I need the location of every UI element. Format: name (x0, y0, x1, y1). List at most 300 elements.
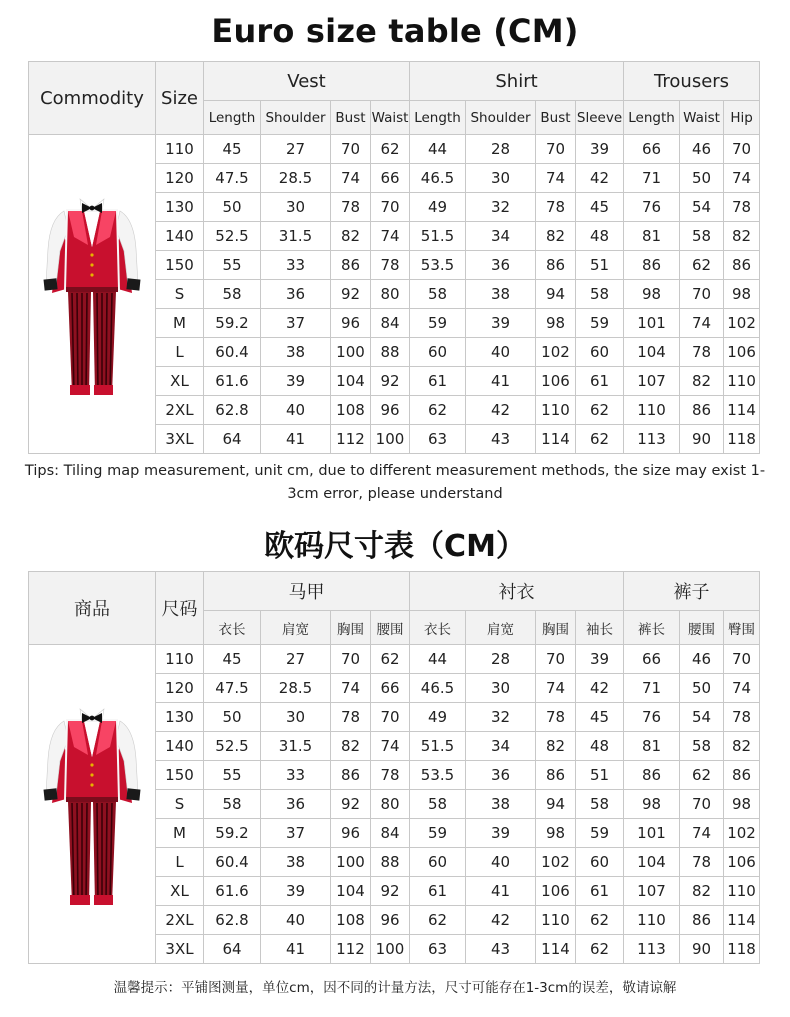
measure-header: Length (624, 101, 680, 135)
value-cell: 113 (624, 425, 680, 454)
value-cell: 39 (576, 645, 624, 674)
measure-header: Waist (680, 101, 724, 135)
value-cell: 51 (576, 251, 624, 280)
value-cell: 74 (536, 164, 576, 193)
value-cell: 45 (576, 703, 624, 732)
size-cell: 140 (156, 732, 204, 761)
value-cell: 86 (724, 251, 760, 280)
value-cell: 78 (536, 193, 576, 222)
value-cell: 82 (331, 222, 371, 251)
measure-header: Length (204, 101, 261, 135)
value-cell: 54 (680, 193, 724, 222)
size-table-en (28, 61, 760, 454)
value-cell: 30 (261, 703, 331, 732)
value-cell: 39 (576, 135, 624, 164)
value-cell: 54 (680, 703, 724, 732)
value-cell: 74 (536, 674, 576, 703)
value-cell: 42 (466, 906, 536, 935)
measure-header: 衣长 (410, 611, 466, 645)
value-cell: 38 (261, 338, 331, 367)
value-cell: 60.4 (204, 848, 261, 877)
value-cell: 41 (466, 367, 536, 396)
value-cell: 45 (576, 193, 624, 222)
size-cell: S (156, 790, 204, 819)
value-cell: 81 (624, 222, 680, 251)
measure-header: 衣长 (204, 611, 261, 645)
size-cell: XL (156, 877, 204, 906)
size-cell: 130 (156, 703, 204, 732)
value-cell: 70 (536, 135, 576, 164)
value-cell: 27 (261, 135, 331, 164)
size-cell: 3XL (156, 935, 204, 964)
value-cell: 28.5 (261, 164, 331, 193)
value-cell: 74 (331, 674, 371, 703)
value-cell: 82 (680, 367, 724, 396)
value-cell: 78 (680, 338, 724, 367)
value-cell: 32 (466, 193, 536, 222)
value-cell: 104 (331, 877, 371, 906)
measure-header: 胸围 (331, 611, 371, 645)
value-cell: 60.4 (204, 338, 261, 367)
measure-header: 袖长 (576, 611, 624, 645)
value-cell: 98 (724, 790, 760, 819)
value-cell: 32 (466, 703, 536, 732)
value-cell: 48 (576, 732, 624, 761)
size-cell: S (156, 280, 204, 309)
value-cell: 66 (371, 164, 410, 193)
value-cell: 92 (371, 367, 410, 396)
value-cell: 86 (680, 396, 724, 425)
value-cell: 33 (261, 251, 331, 280)
costume-image (42, 189, 142, 399)
value-cell: 106 (724, 338, 760, 367)
value-cell: 98 (624, 790, 680, 819)
value-cell: 118 (724, 425, 760, 454)
value-cell: 59 (576, 309, 624, 338)
tip-text-en: Tips: Tiling map measurement, unit cm, due to different measurement methods, the size may exist 1-3cm error, please understand (24, 463, 766, 502)
value-cell: 94 (536, 790, 576, 819)
value-cell: 70 (724, 645, 760, 674)
value-cell: 49 (410, 193, 466, 222)
size-cell: L (156, 848, 204, 877)
measure-header: Shoulder (261, 101, 331, 135)
size-table-zh (28, 571, 760, 964)
value-cell: 102 (536, 848, 576, 877)
value-cell: 61 (576, 367, 624, 396)
measure-header: Shoulder (466, 101, 536, 135)
value-cell: 61.6 (204, 367, 261, 396)
value-cell: 46.5 (410, 164, 466, 193)
value-cell: 86 (624, 761, 680, 790)
commodity-header: Commodity (29, 62, 156, 135)
value-cell: 110 (536, 906, 576, 935)
value-cell: 30 (261, 193, 331, 222)
group-header-trousers: 裤子 (624, 572, 760, 611)
value-cell: 114 (724, 396, 760, 425)
value-cell: 74 (680, 819, 724, 848)
size-cell: 120 (156, 164, 204, 193)
size-cell: M (156, 819, 204, 848)
value-cell: 86 (331, 251, 371, 280)
value-cell: 58 (680, 222, 724, 251)
value-cell: 62.8 (204, 396, 261, 425)
value-cell: 100 (371, 935, 410, 964)
value-cell: 34 (466, 732, 536, 761)
value-cell: 60 (576, 848, 624, 877)
value-cell: 38 (466, 790, 536, 819)
value-cell: 86 (536, 761, 576, 790)
value-cell: 92 (331, 790, 371, 819)
value-cell: 78 (331, 703, 371, 732)
value-cell: 84 (371, 819, 410, 848)
value-cell: 62 (576, 396, 624, 425)
size-cell: M (156, 309, 204, 338)
value-cell: 58 (204, 280, 261, 309)
value-cell: 62 (680, 761, 724, 790)
value-cell: 40 (261, 396, 331, 425)
value-cell: 74 (680, 309, 724, 338)
value-cell: 102 (724, 309, 760, 338)
value-cell: 47.5 (204, 164, 261, 193)
value-cell: 86 (331, 761, 371, 790)
size-cell: 2XL (156, 906, 204, 935)
measure-header: 裤长 (624, 611, 680, 645)
value-cell: 98 (724, 280, 760, 309)
value-cell: 59 (410, 819, 466, 848)
measure-header: Sleeve (576, 101, 624, 135)
value-cell: 102 (536, 338, 576, 367)
value-cell: 88 (371, 848, 410, 877)
value-cell: 80 (371, 790, 410, 819)
value-cell: 86 (624, 251, 680, 280)
measure-header: 腰围 (680, 611, 724, 645)
value-cell: 66 (624, 135, 680, 164)
value-cell: 51 (576, 761, 624, 790)
value-cell: 62 (371, 645, 410, 674)
value-cell: 70 (331, 645, 371, 674)
value-cell: 96 (371, 906, 410, 935)
value-cell: 86 (536, 251, 576, 280)
value-cell: 37 (261, 819, 331, 848)
size-cell: L (156, 338, 204, 367)
value-cell: 78 (680, 848, 724, 877)
value-cell: 96 (331, 309, 371, 338)
value-cell: 44 (410, 135, 466, 164)
value-cell: 62.8 (204, 906, 261, 935)
page-title-zh: 欧码尺寸表（CM） (264, 529, 526, 564)
size-cell: 110 (156, 645, 204, 674)
product-image-cell (29, 135, 156, 454)
group-header-shirt: Shirt (410, 62, 624, 101)
group-header-vest: 马甲 (204, 572, 410, 611)
value-cell: 110 (536, 396, 576, 425)
value-cell: 101 (624, 819, 680, 848)
measure-header: Length (410, 101, 466, 135)
value-cell: 90 (680, 935, 724, 964)
value-cell: 107 (624, 877, 680, 906)
value-cell: 71 (624, 674, 680, 703)
value-cell: 40 (466, 848, 536, 877)
value-cell: 102 (724, 819, 760, 848)
value-cell: 78 (724, 703, 760, 732)
measure-header: Waist (371, 101, 410, 135)
value-cell: 98 (536, 309, 576, 338)
value-cell: 70 (680, 280, 724, 309)
value-cell: 61.6 (204, 877, 261, 906)
value-cell: 58 (204, 790, 261, 819)
value-cell: 28 (466, 135, 536, 164)
value-cell: 78 (371, 251, 410, 280)
value-cell: 46.5 (410, 674, 466, 703)
value-cell: 59.2 (204, 309, 261, 338)
value-cell: 110 (724, 367, 760, 396)
value-cell: 39 (261, 877, 331, 906)
value-cell: 36 (466, 251, 536, 280)
value-cell: 55 (204, 251, 261, 280)
value-cell: 38 (466, 280, 536, 309)
size-cell: 150 (156, 761, 204, 790)
value-cell: 59 (410, 309, 466, 338)
value-cell: 90 (680, 425, 724, 454)
value-cell: 110 (624, 396, 680, 425)
value-cell: 64 (204, 935, 261, 964)
value-cell: 39 (466, 819, 536, 848)
value-cell: 101 (624, 309, 680, 338)
group-header-vest: Vest (204, 62, 410, 101)
value-cell: 74 (331, 164, 371, 193)
value-cell: 96 (331, 819, 371, 848)
value-cell: 62 (410, 906, 466, 935)
size-cell: 110 (156, 135, 204, 164)
value-cell: 62 (576, 906, 624, 935)
value-cell: 41 (466, 877, 536, 906)
value-cell: 78 (331, 193, 371, 222)
value-cell: 104 (624, 848, 680, 877)
value-cell: 31.5 (261, 732, 331, 761)
measure-header: 胸围 (536, 611, 576, 645)
value-cell: 46 (680, 645, 724, 674)
value-cell: 78 (371, 761, 410, 790)
value-cell: 45 (204, 645, 261, 674)
value-cell: 50 (680, 674, 724, 703)
costume-image (42, 699, 142, 909)
measure-header: Hip (724, 101, 760, 135)
measure-header: Bust (331, 101, 371, 135)
size-cell: 140 (156, 222, 204, 251)
value-cell: 55 (204, 761, 261, 790)
value-cell: 64 (204, 425, 261, 454)
value-cell: 40 (261, 906, 331, 935)
value-cell: 42 (576, 674, 624, 703)
value-cell: 50 (204, 193, 261, 222)
value-cell: 82 (331, 732, 371, 761)
size-cell: 2XL (156, 396, 204, 425)
value-cell: 59.2 (204, 819, 261, 848)
size-header: 尺码 (156, 572, 204, 645)
value-cell: 78 (724, 193, 760, 222)
value-cell: 60 (410, 848, 466, 877)
value-cell: 96 (371, 396, 410, 425)
value-cell: 46 (680, 135, 724, 164)
group-header-trousers: Trousers (624, 62, 760, 101)
value-cell: 60 (410, 338, 466, 367)
table-row (29, 645, 760, 674)
value-cell: 30 (466, 164, 536, 193)
value-cell: 31.5 (261, 222, 331, 251)
value-cell: 74 (724, 164, 760, 193)
value-cell: 112 (331, 425, 371, 454)
value-cell: 58 (576, 790, 624, 819)
value-cell: 66 (371, 674, 410, 703)
value-cell: 92 (371, 877, 410, 906)
value-cell: 70 (724, 135, 760, 164)
value-cell: 43 (466, 425, 536, 454)
value-cell: 74 (724, 674, 760, 703)
value-cell: 50 (204, 703, 261, 732)
value-cell: 86 (724, 761, 760, 790)
value-cell: 114 (536, 425, 576, 454)
value-cell: 106 (536, 367, 576, 396)
product-image-cell (29, 645, 156, 964)
value-cell: 58 (410, 790, 466, 819)
value-cell: 70 (371, 703, 410, 732)
value-cell: 58 (680, 732, 724, 761)
value-cell: 74 (371, 732, 410, 761)
value-cell: 40 (466, 338, 536, 367)
size-cell: 130 (156, 193, 204, 222)
value-cell: 82 (680, 877, 724, 906)
value-cell: 38 (261, 848, 331, 877)
value-cell: 63 (410, 935, 466, 964)
value-cell: 39 (466, 309, 536, 338)
value-cell: 59 (576, 819, 624, 848)
value-cell: 28.5 (261, 674, 331, 703)
value-cell: 51.5 (410, 732, 466, 761)
value-cell: 34 (466, 222, 536, 251)
value-cell: 100 (331, 338, 371, 367)
group-header-shirt: 衬衣 (410, 572, 624, 611)
value-cell: 61 (410, 367, 466, 396)
value-cell: 113 (624, 935, 680, 964)
value-cell: 81 (624, 732, 680, 761)
value-cell: 49 (410, 703, 466, 732)
value-cell: 76 (624, 193, 680, 222)
value-cell: 70 (536, 645, 576, 674)
value-cell: 104 (331, 367, 371, 396)
value-cell: 27 (261, 645, 331, 674)
value-cell: 52.5 (204, 222, 261, 251)
value-cell: 107 (624, 367, 680, 396)
value-cell: 61 (410, 877, 466, 906)
value-cell: 112 (331, 935, 371, 964)
value-cell: 110 (624, 906, 680, 935)
value-cell: 62 (576, 425, 624, 454)
value-cell: 70 (331, 135, 371, 164)
value-cell: 106 (536, 877, 576, 906)
value-cell: 114 (536, 935, 576, 964)
value-cell: 118 (724, 935, 760, 964)
value-cell: 58 (576, 280, 624, 309)
table-row (29, 135, 760, 164)
value-cell: 41 (261, 935, 331, 964)
measure-header: 腰围 (371, 611, 410, 645)
value-cell: 43 (466, 935, 536, 964)
value-cell: 82 (536, 732, 576, 761)
size-cell: 120 (156, 674, 204, 703)
value-cell: 53.5 (410, 251, 466, 280)
value-cell: 62 (576, 935, 624, 964)
value-cell: 70 (371, 193, 410, 222)
value-cell: 82 (724, 222, 760, 251)
measure-header: 肩宽 (466, 611, 536, 645)
value-cell: 63 (410, 425, 466, 454)
value-cell: 76 (624, 703, 680, 732)
value-cell: 47.5 (204, 674, 261, 703)
value-cell: 45 (204, 135, 261, 164)
value-cell: 94 (536, 280, 576, 309)
value-cell: 36 (466, 761, 536, 790)
measure-header: 臀围 (724, 611, 760, 645)
value-cell: 48 (576, 222, 624, 251)
value-cell: 60 (576, 338, 624, 367)
value-cell: 82 (536, 222, 576, 251)
value-cell: 78 (536, 703, 576, 732)
value-cell: 51.5 (410, 222, 466, 251)
value-cell: 36 (261, 790, 331, 819)
value-cell: 100 (331, 848, 371, 877)
value-cell: 82 (724, 732, 760, 761)
size-cell: 3XL (156, 425, 204, 454)
value-cell: 98 (536, 819, 576, 848)
value-cell: 70 (680, 790, 724, 819)
size-header: Size (156, 62, 204, 135)
value-cell: 61 (576, 877, 624, 906)
value-cell: 84 (371, 309, 410, 338)
value-cell: 108 (331, 396, 371, 425)
value-cell: 52.5 (204, 732, 261, 761)
value-cell: 58 (410, 280, 466, 309)
value-cell: 62 (410, 396, 466, 425)
value-cell: 100 (371, 425, 410, 454)
value-cell: 104 (624, 338, 680, 367)
value-cell: 106 (724, 848, 760, 877)
tip-text-zh: 温馨提示：平铺图测量，单位cm，因不同的计量方法，尺寸可能存在1-3cm的误差，敬请谅解 (113, 980, 677, 996)
commodity-header: 商品 (29, 572, 156, 645)
value-cell: 30 (466, 674, 536, 703)
value-cell: 62 (680, 251, 724, 280)
value-cell: 44 (410, 645, 466, 674)
size-cell: XL (156, 367, 204, 396)
value-cell: 88 (371, 338, 410, 367)
value-cell: 53.5 (410, 761, 466, 790)
value-cell: 50 (680, 164, 724, 193)
value-cell: 108 (331, 906, 371, 935)
value-cell: 80 (371, 280, 410, 309)
value-cell: 42 (466, 396, 536, 425)
value-cell: 98 (624, 280, 680, 309)
value-cell: 114 (724, 906, 760, 935)
value-cell: 28 (466, 645, 536, 674)
value-cell: 41 (261, 425, 331, 454)
value-cell: 74 (371, 222, 410, 251)
value-cell: 92 (331, 280, 371, 309)
value-cell: 86 (680, 906, 724, 935)
value-cell: 110 (724, 877, 760, 906)
measure-header: Bust (536, 101, 576, 135)
page-title-en: Euro size table (CM) (211, 12, 579, 50)
value-cell: 39 (261, 367, 331, 396)
size-cell: 150 (156, 251, 204, 280)
